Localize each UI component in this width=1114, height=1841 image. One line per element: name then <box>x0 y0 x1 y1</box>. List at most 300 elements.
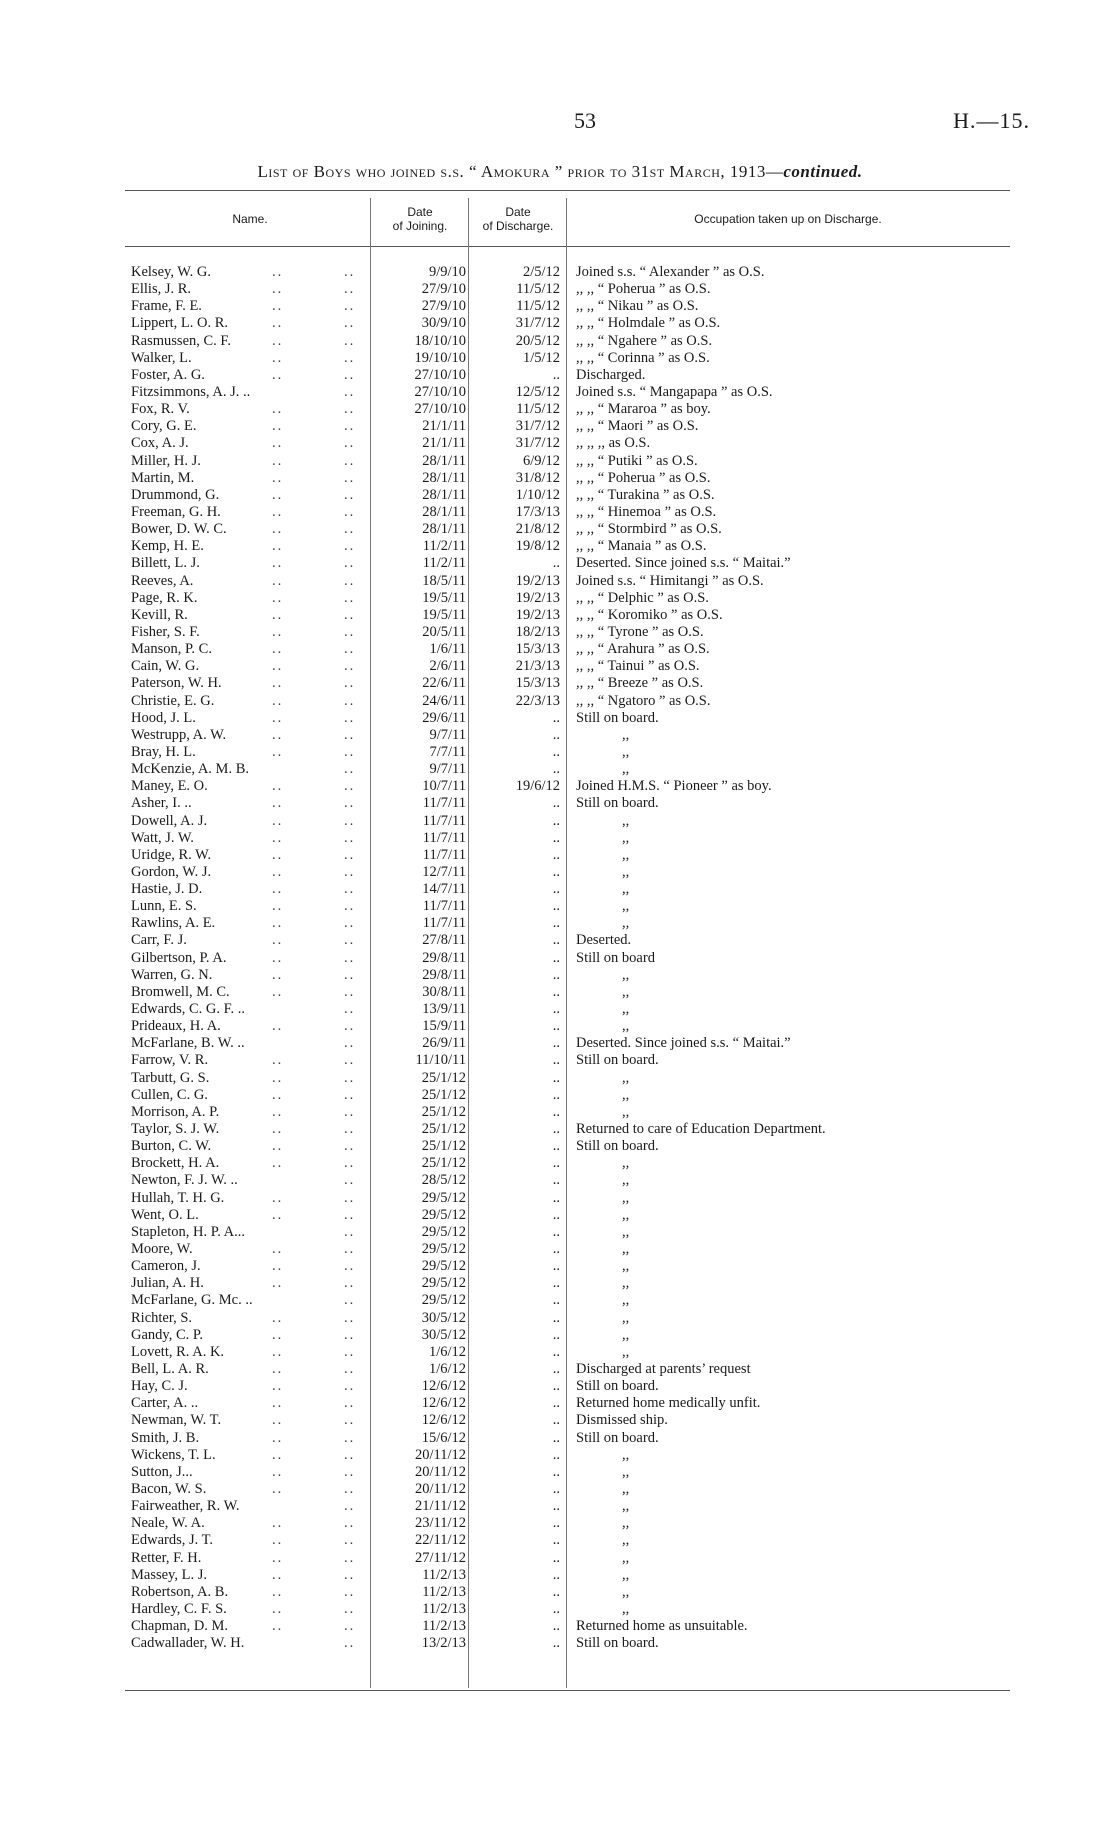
cell-name: Fairweather, R. W. <box>131 1498 240 1515</box>
table-row <box>0 1498 1114 1515</box>
cell-leader-1: .. <box>272 829 284 846</box>
cell-leader-1: .. <box>272 709 284 726</box>
cell-leader-2: .. <box>344 1412 356 1429</box>
cell-date-discharged: 6/9/12 <box>522 452 560 469</box>
cell-date-joined: 11/7/11 <box>422 846 466 863</box>
cell-leader-1: .. <box>272 983 284 1000</box>
cell-occupation: Still on board <box>576 949 655 966</box>
cell-leader-2: .. <box>344 1035 356 1052</box>
cell-name: Uridge, R. W. <box>131 846 212 863</box>
cell-date-discharged: 19/2/13 <box>515 572 560 589</box>
cell-date-discharged: .. <box>552 1532 560 1549</box>
cell-occupation: ,, <box>622 1258 630 1275</box>
cell-leader-1: .. <box>272 623 284 640</box>
cell-occupation: ,, ,, “ Tainui ” as O.S. <box>576 658 700 675</box>
table-row <box>0 298 1114 315</box>
table-row <box>0 1635 1114 1652</box>
cell-name: Westrupp, A. W. <box>131 726 227 743</box>
cell-leader-1: .. <box>272 1103 284 1120</box>
cell-occupation: Returned to care of Education Department. <box>576 1121 826 1138</box>
cell-occupation: ,, <box>622 1069 630 1086</box>
cell-occupation: Joined s.s. “ Himitangi ” as O.S. <box>576 572 764 589</box>
cell-leader-1: .. <box>272 366 284 383</box>
cell-date-joined: 9/7/11 <box>429 726 466 743</box>
cell-leader-2: .. <box>344 1343 356 1360</box>
column-header-occupation: Occupation taken up on Discharge. <box>694 212 882 226</box>
cell-date-joined: 27/10/10 <box>414 401 466 418</box>
cell-leader-1: .. <box>272 435 284 452</box>
cell-leader-2: .. <box>344 1258 356 1275</box>
cell-occupation: Still on board. <box>576 1429 659 1446</box>
cell-date-discharged: .. <box>552 1155 560 1172</box>
cell-leader-2: .. <box>344 1429 356 1446</box>
cell-date-discharged: .. <box>552 743 560 760</box>
cell-name: Dowell, A. J. <box>131 812 208 829</box>
cell-date-discharged: .. <box>552 1326 560 1343</box>
cell-name: Lunn, E. S. <box>131 898 197 915</box>
cell-leader-1: .. <box>272 932 284 949</box>
cell-date-discharged: .. <box>552 1138 560 1155</box>
cell-leader-1: .. <box>272 538 284 555</box>
cell-leader-1: .. <box>272 1189 284 1206</box>
cell-date-joined: 11/7/11 <box>422 829 466 846</box>
cell-date-joined: 23/11/12 <box>414 1515 466 1532</box>
cell-leader-2: .. <box>344 1121 356 1138</box>
cell-occupation: ,, <box>622 863 630 880</box>
table-row <box>0 538 1114 555</box>
cell-leader-2: .. <box>344 349 356 366</box>
cell-date-joined: 15/6/12 <box>421 1429 466 1446</box>
cell-name: Kemp, H. E. <box>131 538 204 555</box>
cell-occupation: ,, ,, “ Hinemoa ” as O.S. <box>576 503 717 520</box>
cell-occupation: Discharged. <box>576 366 646 383</box>
cell-leader-2: .. <box>344 932 356 949</box>
cell-date-discharged: 17/3/13 <box>515 503 560 520</box>
cell-occupation: ,, <box>622 898 630 915</box>
table-row <box>0 281 1114 298</box>
cell-date-discharged: .. <box>552 863 560 880</box>
cell-date-discharged: .. <box>552 915 560 932</box>
cell-occupation: Joined s.s. “ Mangapapa ” as O.S. <box>576 383 773 400</box>
cell-leader-2: .. <box>344 1326 356 1343</box>
cell-leader-1: .. <box>272 1446 284 1463</box>
cell-date-discharged: .. <box>552 795 560 812</box>
cell-name: Cullen, C. G. <box>131 1086 208 1103</box>
cell-name: Newton, F. J. W. .. <box>131 1172 238 1189</box>
cell-occupation: ,, <box>622 1086 630 1103</box>
cell-name: Bromwell, M. C. <box>131 983 230 1000</box>
cell-occupation: ,, ,, “ Turakina ” as O.S. <box>576 486 715 503</box>
table-row <box>0 1190 1114 1207</box>
cell-date-joined: 9/9/10 <box>428 264 466 280</box>
top-rule <box>125 190 1010 191</box>
cell-date-discharged: .. <box>552 1515 560 1532</box>
cell-date-joined: 28/1/11 <box>422 521 466 538</box>
cell-occupation: Deserted. Since joined s.s. “ Maitai.” <box>576 1035 791 1052</box>
cell-occupation: ,, ,, ,, as O.S. <box>576 435 651 452</box>
table-row <box>0 470 1114 487</box>
cell-date-discharged: 1/10/12 <box>515 486 560 503</box>
cell-date-joined: 25/1/12 <box>421 1121 466 1138</box>
cell-name: Drummond, G. <box>131 486 220 503</box>
table-row <box>0 1618 1114 1635</box>
cell-name: Taylor, S. J. W. <box>131 1121 220 1138</box>
table-row <box>0 1138 1114 1155</box>
cell-date-discharged: .. <box>552 1600 560 1617</box>
cell-occupation: ,, <box>622 983 630 1000</box>
cell-name: Kevill, R. <box>131 606 188 623</box>
cell-date-discharged: 31/7/12 <box>515 435 560 452</box>
cell-name: Foster, A. G. <box>131 366 205 383</box>
cell-name: Edwards, C. G. F. .. <box>131 1001 246 1018</box>
table-row <box>0 607 1114 624</box>
cell-date-discharged: .. <box>552 1241 560 1258</box>
cell-leader-2: .. <box>344 623 356 640</box>
cell-leader-2: .. <box>344 881 356 898</box>
cell-leader-1: .. <box>272 589 284 606</box>
cell-name: Cory, G. E. <box>131 418 197 435</box>
table-row <box>0 1087 1114 1104</box>
cell-name: Massey, L. J. <box>131 1566 207 1583</box>
table-title <box>120 162 1000 182</box>
cell-date-discharged: .. <box>552 949 560 966</box>
cell-name: Robertson, A. B. <box>131 1583 229 1600</box>
cell-occupation: Joined s.s. “ Alexander ” as O.S. <box>576 264 765 280</box>
cell-leader-2: .. <box>344 486 356 503</box>
cell-date-discharged: 18/2/13 <box>515 623 560 640</box>
table-row <box>0 1361 1114 1378</box>
cell-leader-2: .. <box>344 846 356 863</box>
cell-date-joined: 19/5/11 <box>422 589 466 606</box>
cell-leader-2: .. <box>344 1566 356 1583</box>
cell-leader-2: .. <box>344 1155 356 1172</box>
table-row <box>0 435 1114 452</box>
cell-date-discharged: .. <box>552 1412 560 1429</box>
cell-date-joined: 27/10/10 <box>414 383 466 400</box>
cell-date-joined: 12/6/12 <box>421 1378 466 1395</box>
cell-name: Carter, A. .. <box>131 1395 199 1412</box>
cell-leader-2: .. <box>344 1292 356 1309</box>
table-row <box>0 1241 1114 1258</box>
cell-date-discharged: .. <box>552 881 560 898</box>
cell-leader-2: .. <box>344 983 356 1000</box>
column-header-discharge <box>470 205 566 233</box>
cell-occupation: Deserted. <box>576 932 632 949</box>
cell-leader-1: .. <box>272 1566 284 1583</box>
cell-name: Cain, W. G. <box>131 658 200 675</box>
table-row <box>0 1121 1114 1138</box>
column-header-joining-line2: of Joining. <box>392 219 448 233</box>
cell-leader-2: .. <box>344 469 356 486</box>
cell-date-joined: 29/5/12 <box>421 1292 466 1309</box>
cell-leader-1: .. <box>272 1429 284 1446</box>
cell-date-discharged: .. <box>552 1223 560 1240</box>
table-row <box>0 418 1114 435</box>
table-row <box>0 453 1114 470</box>
table-row <box>0 830 1114 847</box>
cell-occupation: ,, ,, “ Tyrone ” as O.S. <box>576 623 704 640</box>
cell-name: Paterson, W. H. <box>131 675 222 692</box>
table-row <box>0 1070 1114 1087</box>
table-row <box>0 1464 1114 1481</box>
cell-date-discharged: .. <box>552 1498 560 1515</box>
cell-date-discharged: .. <box>552 726 560 743</box>
cell-occupation: ,, <box>622 1206 630 1223</box>
cell-date-joined: 29/5/12 <box>421 1258 466 1275</box>
cell-leader-2: .. <box>344 1498 356 1515</box>
cell-leader-2: .. <box>344 1103 356 1120</box>
cell-name: Gilbertson, P. A. <box>131 949 227 966</box>
table-row <box>0 1207 1114 1224</box>
cell-leader-1: .. <box>272 675 284 692</box>
table-row <box>0 1018 1114 1035</box>
cell-leader-2: .. <box>344 829 356 846</box>
cell-occupation: ,, <box>622 1155 630 1172</box>
cell-leader-1: .. <box>272 863 284 880</box>
cell-date-joined: 22/11/12 <box>414 1532 466 1549</box>
cell-name: Lippert, L. O. R. <box>131 315 229 332</box>
cell-name: Bower, D. W. C. <box>131 521 227 538</box>
cell-date-joined: 28/1/11 <box>422 452 466 469</box>
cell-leader-2: .. <box>344 1463 356 1480</box>
cell-occupation: ,, ,, “ Corinna ” as O.S. <box>576 349 710 366</box>
cell-date-joined: 28/1/11 <box>422 469 466 486</box>
cell-leader-1: .. <box>272 606 284 623</box>
cell-name: McKenzie, A. M. B. <box>131 761 249 778</box>
cell-name: Bray, H. L. <box>131 743 196 760</box>
cell-date-joined: 22/6/11 <box>422 675 466 692</box>
cell-date-discharged: .. <box>552 1275 560 1292</box>
cell-leader-2: .. <box>344 1309 356 1326</box>
cell-leader-2: .. <box>344 1446 356 1463</box>
cell-occupation: ,, ,, “ Manaia ” as O.S. <box>576 538 707 555</box>
table-row <box>0 1035 1114 1052</box>
cell-occupation: Discharged at parents’ request <box>576 1361 751 1377</box>
cell-date-discharged: .. <box>552 1069 560 1086</box>
cell-occupation: ,, <box>622 1189 630 1206</box>
cell-occupation: ,, ,, “ Maori ” as O.S. <box>576 418 699 435</box>
cell-name: Farrow, V. R. <box>131 1052 209 1069</box>
cell-name: Edwards, J. T. <box>131 1532 214 1549</box>
cell-name: Hardley, C. F. S. <box>131 1600 227 1617</box>
cell-leader-1: .. <box>272 641 284 658</box>
cell-date-joined: 13/2/13 <box>421 1635 466 1652</box>
cell-occupation: ,, <box>622 829 630 846</box>
cell-leader-1: .. <box>272 1258 284 1275</box>
cell-date-joined: 11/2/13 <box>422 1600 466 1617</box>
table-row <box>0 521 1114 538</box>
cell-leader-2: .. <box>344 281 356 298</box>
table-row <box>0 1378 1114 1395</box>
cell-occupation: ,, <box>622 1309 630 1326</box>
table-row <box>0 984 1114 1001</box>
cell-occupation: ,, ,, “ Poherua ” as O.S. <box>576 281 711 298</box>
table-row <box>0 1310 1114 1327</box>
cell-name: Hastie, J. D. <box>131 881 203 898</box>
cell-date-discharged: 19/6/12 <box>515 778 560 795</box>
cell-occupation: Dismissed ship. <box>576 1412 668 1429</box>
cell-leader-2: .. <box>344 1018 356 1035</box>
cell-occupation: ,, ,, “ Ngahere ” as O.S. <box>576 332 713 349</box>
table-row <box>0 1584 1114 1601</box>
cell-leader-2: .. <box>344 1172 356 1189</box>
cell-date-discharged: .. <box>552 898 560 915</box>
cell-name: Gordon, W. J. <box>131 863 212 880</box>
cell-date-joined: 30/5/12 <box>421 1326 466 1343</box>
cell-occupation: ,, <box>622 1018 630 1035</box>
cell-leader-1: .. <box>272 452 284 469</box>
table-row <box>0 384 1114 401</box>
cell-leader-1: .. <box>272 881 284 898</box>
cell-name: Bell, L. A. R. <box>131 1361 209 1377</box>
cell-leader-2: .. <box>344 675 356 692</box>
cell-leader-1: .. <box>272 1515 284 1532</box>
cell-date-joined: 18/10/10 <box>414 332 466 349</box>
cell-date-discharged: .. <box>552 1206 560 1223</box>
table-row <box>0 1258 1114 1275</box>
cell-occupation: ,, <box>622 1326 630 1343</box>
cell-date-joined: 25/1/12 <box>421 1069 466 1086</box>
cell-occupation: Returned home as unsuitable. <box>576 1618 748 1635</box>
cell-leader-2: .. <box>344 778 356 795</box>
cell-leader-1: .. <box>272 1532 284 1549</box>
cell-date-joined: 30/9/10 <box>421 315 466 332</box>
cell-occupation: ,, <box>622 743 630 760</box>
cell-date-joined: 12/6/12 <box>421 1412 466 1429</box>
cell-date-joined: 29/5/12 <box>421 1223 466 1240</box>
cell-occupation: ,, <box>622 1343 630 1360</box>
cell-occupation: ,, ,, “ Arahura ” as O.S. <box>576 641 710 658</box>
cell-leader-2: .. <box>344 1069 356 1086</box>
cell-name: Martin, M. <box>131 469 195 486</box>
cell-date-discharged: 11/5/12 <box>516 298 560 315</box>
cell-name: Maney, E. O. <box>131 778 208 795</box>
cell-name: Walker, L. <box>131 349 192 366</box>
cell-date-joined: 11/2/11 <box>422 538 466 555</box>
table-row <box>0 590 1114 607</box>
cell-name: Carr, F. J. <box>131 932 187 949</box>
cell-date-discharged: .. <box>552 1378 560 1395</box>
cell-name: McFarlane, B. W. .. <box>131 1035 245 1052</box>
cell-name: Rawlins, A. E. <box>131 915 216 932</box>
cell-leader-1: .. <box>272 795 284 812</box>
cell-leader-2: .. <box>344 795 356 812</box>
table-row <box>0 1532 1114 1549</box>
cell-date-joined: 11/2/13 <box>422 1583 466 1600</box>
cell-occupation: ,, ,, “ Koromiko ” as O.S. <box>576 606 723 623</box>
cell-leader-1: .. <box>272 1155 284 1172</box>
cell-name: Gandy, C. P. <box>131 1326 203 1343</box>
cell-date-discharged: .. <box>552 1549 560 1566</box>
cell-leader-2: .. <box>344 383 356 400</box>
cell-date-discharged: .. <box>552 829 560 846</box>
cell-date-discharged: .. <box>552 366 560 383</box>
cell-date-joined: 30/8/11 <box>422 983 466 1000</box>
cell-leader-2: .. <box>344 1275 356 1292</box>
cell-occupation: ,, <box>622 1463 630 1480</box>
table-body <box>0 264 1114 1652</box>
cell-leader-1: .. <box>272 1018 284 1035</box>
cell-name: Tarbutt, G. S. <box>131 1069 210 1086</box>
cell-date-joined: 20/11/12 <box>414 1480 466 1497</box>
cell-leader-2: .. <box>344 1600 356 1617</box>
cell-name: Burton, C. W. <box>131 1138 212 1155</box>
table-row <box>0 504 1114 521</box>
cell-leader-1: .. <box>272 1600 284 1617</box>
cell-date-discharged: .. <box>552 1361 560 1377</box>
cell-leader-2: .. <box>344 692 356 709</box>
paper-reference: H.—15. <box>953 108 1030 133</box>
cell-leader-2: .. <box>344 555 356 572</box>
cell-date-discharged: .. <box>552 1086 560 1103</box>
cell-occupation: ,, <box>622 881 630 898</box>
cell-date-discharged: .. <box>552 846 560 863</box>
cell-name: Fisher, S. F. <box>131 623 200 640</box>
cell-occupation: ,, <box>622 1532 630 1549</box>
cell-date-discharged: .. <box>552 761 560 778</box>
cell-occupation: ,, <box>622 1498 630 1515</box>
cell-occupation: ,, ,, “ Nikau ” as O.S. <box>576 298 699 315</box>
cell-date-joined: 21/11/12 <box>414 1498 466 1515</box>
cell-date-joined: 7/7/11 <box>429 743 466 760</box>
table-row <box>0 1224 1114 1241</box>
table-row <box>0 555 1114 572</box>
cell-occupation: ,, ,, “ Holmdale ” as O.S. <box>576 315 721 332</box>
cell-name: Went, O. L. <box>131 1206 199 1223</box>
cell-date-discharged: .. <box>552 555 560 572</box>
cell-leader-2: .. <box>344 298 356 315</box>
cell-leader-1: .. <box>272 966 284 983</box>
cell-leader-1: .. <box>272 1395 284 1412</box>
cell-leader-2: .. <box>344 743 356 760</box>
cell-leader-1: .. <box>272 521 284 538</box>
cell-date-discharged: .. <box>552 1618 560 1635</box>
cell-date-joined: 11/2/11 <box>422 555 466 572</box>
cell-date-joined: 29/5/12 <box>421 1275 466 1292</box>
cell-occupation: Still on board. <box>576 1052 659 1069</box>
cell-date-joined: 19/10/10 <box>414 349 466 366</box>
cell-occupation: ,, <box>622 1223 630 1240</box>
cell-date-discharged: .. <box>552 983 560 1000</box>
cell-leader-2: .. <box>344 898 356 915</box>
table-row <box>0 641 1114 658</box>
cell-name: Sutton, J... <box>131 1463 193 1480</box>
cell-name: Richter, S. <box>131 1309 193 1326</box>
cell-leader-1: .. <box>272 1052 284 1069</box>
cell-date-joined: 18/5/11 <box>422 572 466 589</box>
table-row <box>0 881 1114 898</box>
cell-name: Hullah, T. H. G. <box>131 1189 225 1206</box>
cell-occupation: ,, ,, “ Stormbird ” as O.S. <box>576 521 722 538</box>
cell-leader-1: .. <box>272 555 284 572</box>
cell-date-joined: 1/6/12 <box>428 1361 466 1377</box>
cell-leader-1: .. <box>272 1326 284 1343</box>
cell-name: Fox, R. V. <box>131 401 190 418</box>
cell-date-joined: 11/10/11 <box>415 1052 466 1069</box>
cell-leader-1: .. <box>272 812 284 829</box>
cell-date-discharged: 31/7/12 <box>515 315 560 332</box>
bottom-rule <box>125 1690 1010 1691</box>
cell-leader-1: .. <box>272 1583 284 1600</box>
table-row <box>0 675 1114 692</box>
cell-name: Moore, W. <box>131 1241 193 1258</box>
cell-date-joined: 15/9/11 <box>422 1018 466 1035</box>
cell-date-discharged: .. <box>552 1429 560 1446</box>
cell-leader-2: .. <box>344 366 356 383</box>
column-header-name: Name. <box>232 212 268 226</box>
header-rule <box>125 246 1010 247</box>
cell-date-joined: 12/6/12 <box>421 1395 466 1412</box>
